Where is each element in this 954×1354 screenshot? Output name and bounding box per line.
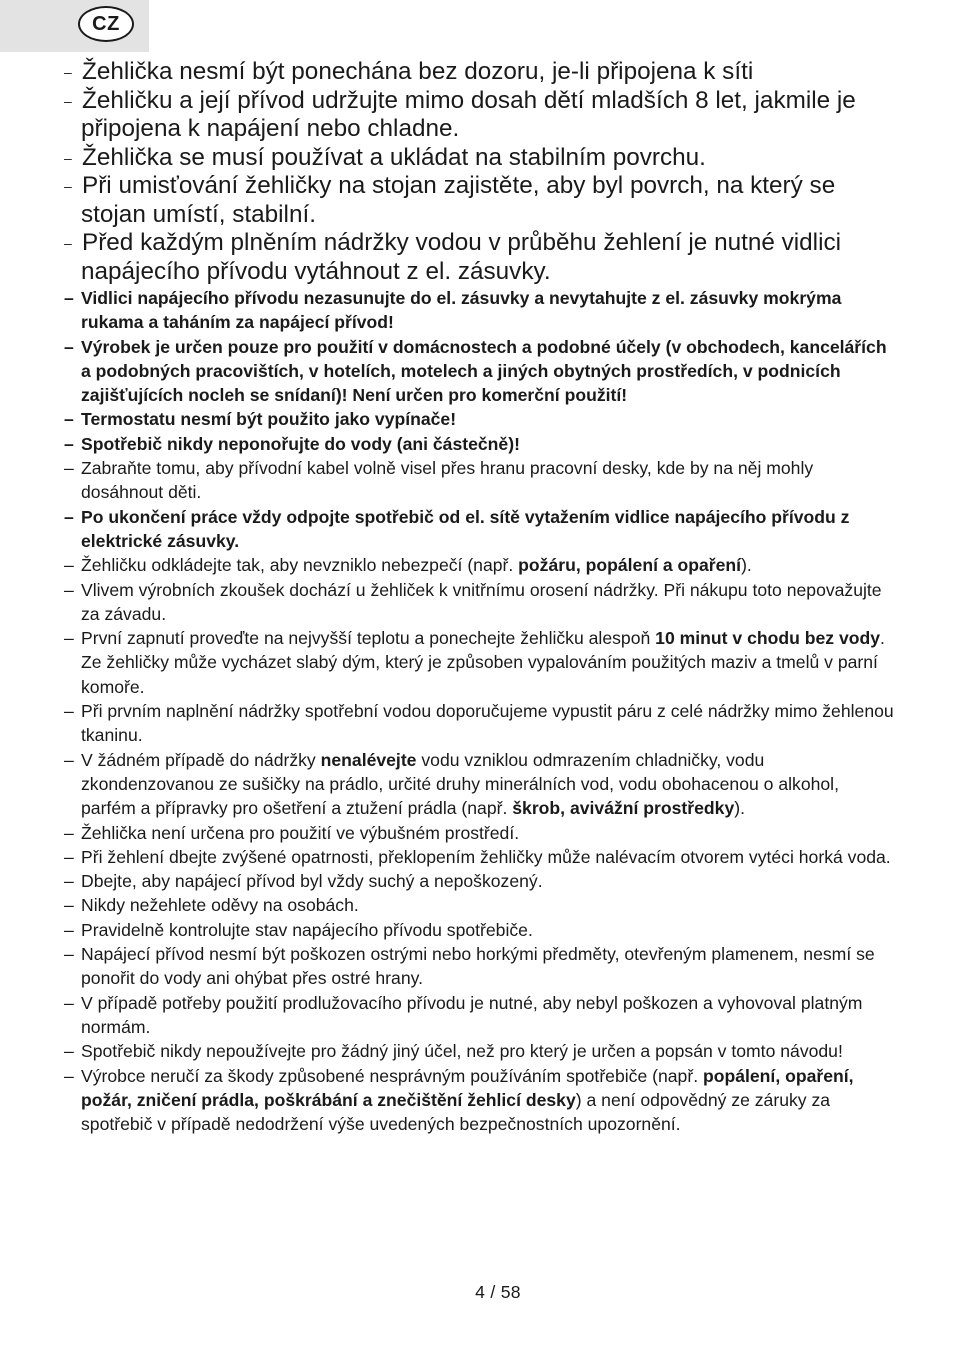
list-item: [64, 505, 894, 554]
dash-icon: –: [64, 178, 72, 194]
item-text: Zabraňte tomu, aby přívodní kabel volně visel přes hranu pracovní desky, kde by na něj mohly dosáhnout děti.: [81, 458, 814, 503]
safety-instructions: [64, 58, 894, 1136]
list-item: [64, 1064, 894, 1137]
item-text: V případě potřeby použití prodlužovacího přívodu je nutné, aby nebyl poškozen a vyhovoval platným normám.: [81, 992, 863, 1037]
item-text: V žádném případě do nádržky: [81, 749, 321, 770]
item-text: ) a není odpovědný ze záruky za spotřebič v případě nedodržení výše uvedených bezpečnostních upozornění.: [81, 1089, 831, 1135]
item-text: Při prvním naplnění nádržky spotřební vodou doporučujeme vypustit páru z celé nádržky mimo žehlenou tkaninu.: [81, 701, 894, 746]
dash-icon: –: [64, 871, 74, 892]
item-text: Napájecí přívod nesmí být poškozen ostrými nebo horkými předměty, otevřeným plamenem, nesmí se ponořit do vody ani ohýbat přes ostré hrany.: [81, 944, 875, 989]
item-text: Vlivem výrobních zkoušek dochází u žehliček k vnitřnímu orosení nádržky. Při nákupu toto nepovažujte za závadu.: [81, 579, 882, 624]
list-item: [64, 578, 894, 627]
list-item: [64, 821, 894, 845]
dash-icon: –: [64, 749, 74, 770]
dash-icon: –: [64, 433, 74, 454]
language-tab: [0, 0, 149, 52]
item-text: Výrobek je určen pouze pro použití v domácnostech a podobné účely (v obchodech, kancelářích a podobných pracovištích, v hotelích, motelech a jiných obytných prostředích, v podnicích zajišťujících nocleh se snídaní)! Není určen pro komerční použití!: [81, 336, 887, 406]
list-item: [64, 845, 894, 869]
list-item: [64, 553, 894, 577]
language-badge: CZ: [78, 6, 134, 42]
dash-icon: –: [64, 149, 72, 166]
item-text: Po ukončení práce vždy odpojte spotřebič od el. sítě vytažením vidlice napájecího přívodu z elektrické zásuvky.: [81, 506, 850, 551]
item-text: Výrobce neručí za škody způsobené nesprávným používáním spotřebiče (např.: [81, 1065, 703, 1086]
item-text: Před každým plněním nádržky vodou v průběhu žehlení je nutné vidlici napájecího přívodu vytáhnout z el. zásuvky.: [81, 229, 842, 285]
item-emphasis: 10 minut v chodu bez vody: [655, 628, 881, 649]
list-item: [64, 942, 894, 991]
list-item: [64, 229, 894, 286]
item-text: Žehlička není určena pro použití ve výbušném prostředí.: [81, 822, 520, 843]
item-text: Žehlička se musí používat a ukládat na stabilním povrchu.: [82, 143, 706, 171]
item-text: ).: [741, 555, 752, 576]
dash-icon: –: [64, 701, 74, 722]
dash-icon: –: [64, 506, 74, 527]
dash-icon: –: [64, 235, 72, 251]
list-item: [64, 407, 894, 431]
list-item: [64, 286, 894, 335]
item-text: Spotřebič nikdy neponořujte do vody (ani částečně)!: [81, 433, 520, 454]
item-text: Nikdy nežehlete oděvy na osobách.: [81, 895, 359, 916]
dash-icon: –: [64, 1041, 74, 1062]
item-text: Vidlici napájecího přívodu nezasunujte do el. zásuvky a nevytahujte z el. zásuvky mokrýma rukama a taháním za napájecí přívod!: [81, 288, 842, 333]
dash-icon: –: [64, 919, 74, 940]
dash-icon: –: [64, 992, 74, 1013]
list-item: [64, 87, 894, 144]
item-text: Žehličku a její přívod udržujte mimo dosah dětí mladších 8 let, jakmile je připojena k napájení nebo chladne.: [81, 86, 856, 142]
item-emphasis: nenalévejte: [320, 749, 417, 770]
list-item: [64, 144, 894, 173]
item-text: Spotřebič nikdy nepoužívejte pro žádný jiný účel, než pro který je určen a popsán v tomto návodu!: [81, 1041, 843, 1062]
list-item: [64, 699, 894, 748]
list-item: [64, 456, 894, 505]
item-text: Pravidelně kontrolujte stav napájecího přívodu spotřebiče.: [81, 919, 533, 940]
item-text: Termostatu nesmí být použito jako vypínače!: [81, 409, 457, 430]
list-item: [64, 869, 894, 893]
item-emphasis: požáru, popálení a opaření: [518, 555, 742, 576]
item-text: . Ze žehličky může vycházet slabý dým, který je způsoben vypalováním použitých maziv a tmelů v parní komoře.: [81, 628, 885, 697]
item-text: ).: [734, 798, 745, 819]
dash-icon: –: [64, 944, 74, 965]
list-item: [64, 918, 894, 942]
dash-icon: –: [64, 458, 74, 479]
dash-icon: –: [64, 579, 74, 600]
dash-icon: –: [64, 336, 74, 357]
dash-icon: –: [64, 555, 74, 576]
dash-icon: –: [64, 409, 74, 430]
item-text: Žehličku odkládejte tak, aby nevzniklo nebezpečí (např.: [81, 555, 519, 576]
item-text: Dbejte, aby napájecí přívod byl vždy suchý a nepoškozený.: [81, 871, 543, 892]
dash-icon: –: [64, 895, 74, 916]
dash-icon: –: [64, 1065, 74, 1086]
list-item: [64, 626, 894, 699]
dash-icon: –: [64, 846, 74, 867]
item-emphasis: popálení, opaření, požár, zničení prádla, poškrábání a znečištění žehlicí desky: [81, 1065, 854, 1110]
item-emphasis: škrob, avivážní prostředky: [512, 798, 735, 819]
list-item: [64, 432, 894, 456]
list-item: [64, 893, 894, 917]
instruction-list: [64, 58, 894, 1136]
dash-icon: –: [64, 92, 72, 109]
list-item: [64, 991, 894, 1040]
item-text: Při žehlení dbejte zvýšené opatrnosti, překlopením žehličky může nalévacím otvorem vytéci horká voda.: [81, 846, 891, 867]
list-item: [64, 748, 894, 821]
dash-icon: –: [64, 822, 74, 843]
dash-icon: –: [64, 628, 74, 649]
dash-icon: –: [64, 64, 72, 80]
dash-icon: –: [64, 288, 74, 308]
item-text: Při umisťování žehličky na stojan zajistěte, aby byl povrch, na který se stojan umístí, stabilní.: [81, 172, 836, 228]
list-item: [64, 335, 894, 408]
list-item: [64, 1039, 894, 1063]
item-text: První zapnutí proveďte na nejvyšší teplotu a ponechejte žehličku alespoň: [81, 628, 656, 649]
list-item: [64, 172, 894, 229]
list-item: [64, 58, 894, 87]
page-number: 4 / 58: [475, 1282, 521, 1302]
item-text: vodu vzniklou odmrazením chladničky, vodu zkondenzovanou ze sušičky na prádlo, určité druhy minerálních vod, vodu obohacenou o alkohol, parfém a přípravky pro ošetření a ztužení prádla (např.: [81, 749, 839, 819]
item-text: Žehlička nesmí být ponechána bez dozoru, je-li připojena k síti: [82, 58, 754, 85]
